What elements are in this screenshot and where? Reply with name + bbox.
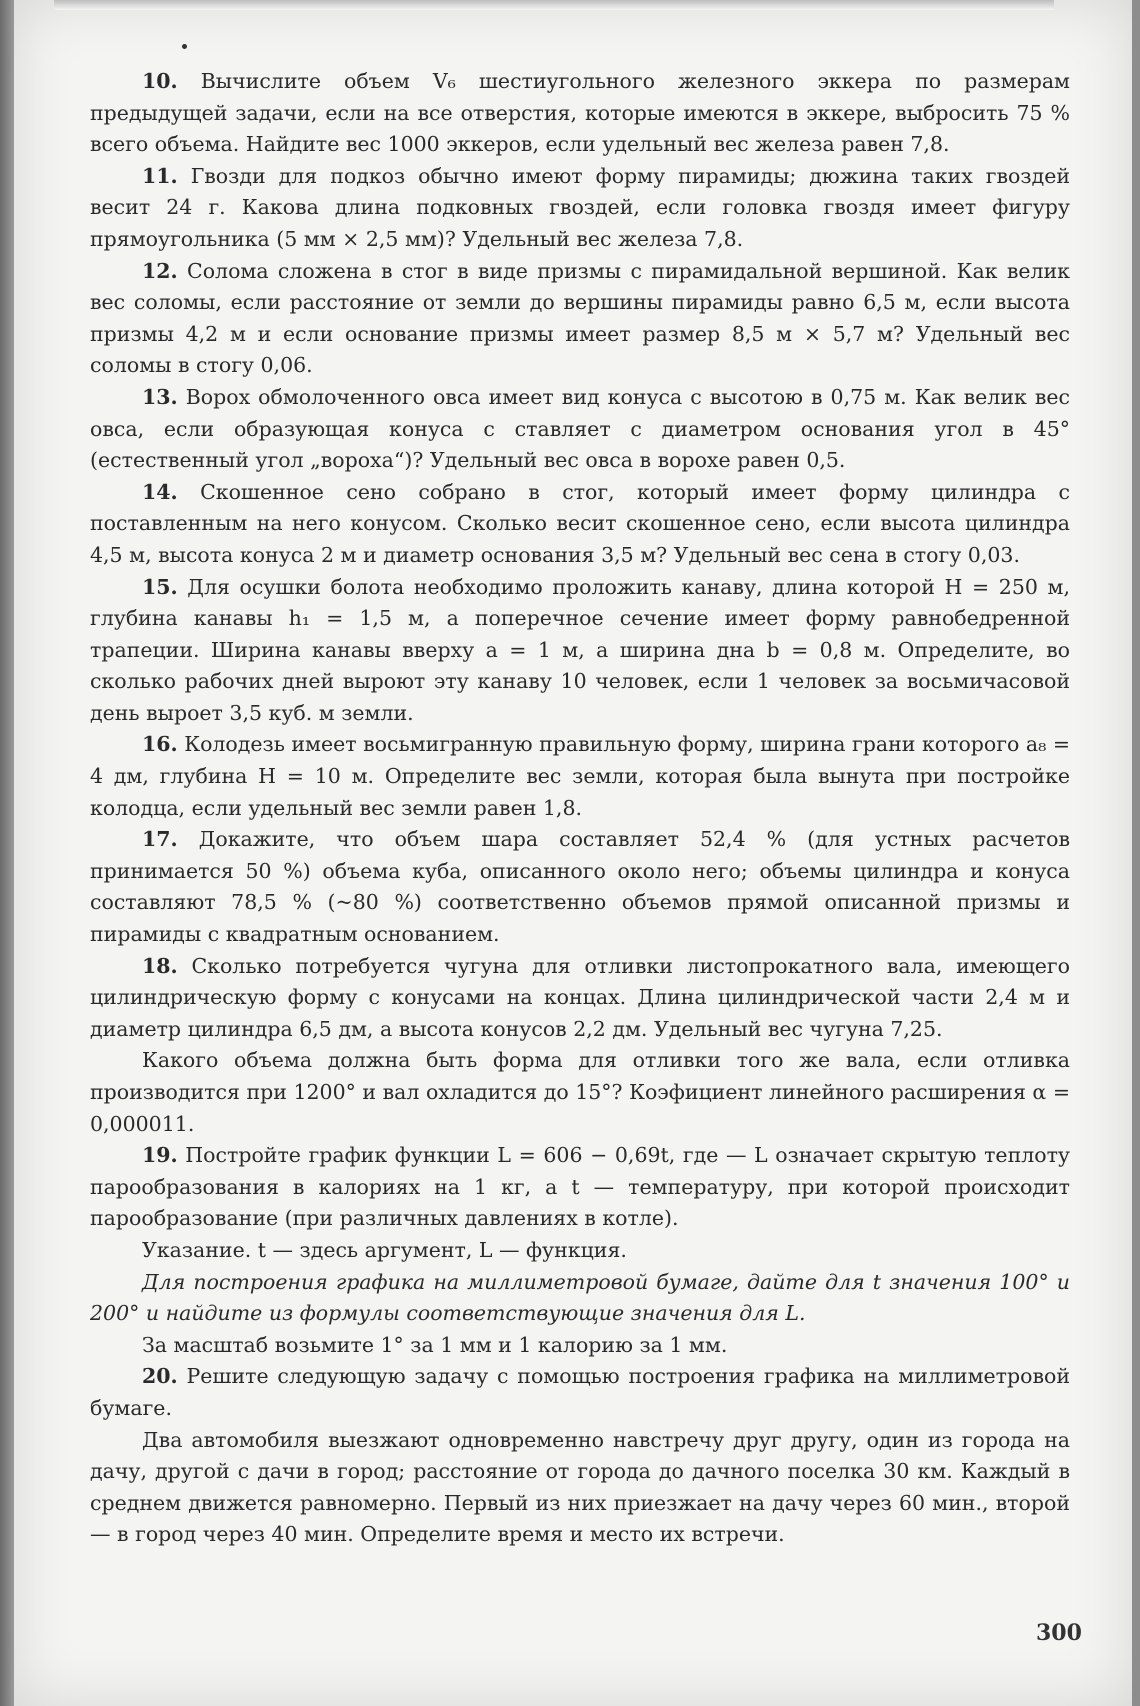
problem-text: Докажите, что объем шара составляет 52,4 % (для устных расчетов принимается 50 %) объема куба, описанного около него; объемы цилиндра и конуса составляют 78,5 % (~80 %) соответственно объемов прямой описанной призмы и пирамиды с квадратным основанием. [90,827,1070,947]
problem-text: Ворох обмолоченного овса имеет вид конуса с высотою в 0,75 м. Как велик вес овса, если образующая конуса с ставляет с диаметром основания угол в 45° (естественный угол „вороха“)? Удельный вес овса в ворохе равен 0,5. [90,384,1070,473]
problem-11 [90,161,1070,256]
problem-text: Сколько потребуется чугуна для отливки листопрокатного вала, имеющего цилиндрическую форму с конусами на концах. Длина цилиндрической части 2,4 м и диаметр цилиндра 6,5 дм, а высота конусов 2,2 дм. Удельный вес чугуна 7,25. [90,953,1070,1041]
problem-number: 18. [142,953,178,978]
problem-number: 12. [142,258,178,283]
problem-text: Скошенное сено собрано в стог, который имеет форму цилиндра с поставленным на него конусом. Сколько весит скошенное сено, если высота цилиндра 4,5 м, высота конуса 2 м и диаметр основания 3,5 м? Удельный вес сена в стогу 0,03. [90,479,1070,567]
problem-number: 19. [142,1143,178,1168]
scan-edge [0,0,14,1706]
problem-19-hint [90,1235,1070,1267]
problem-number: 14. [142,479,178,504]
problem-text: Колодезь имеет восьмигранную правильную форму, ширина грани которого a₈ = 4 дм, глубина H = 10 м. Определите вес земли, которая была вынута при постройке колодца, если удельный вес земли равен 1,8. [90,732,1070,820]
problem-19-instructions [90,1267,1070,1330]
problem-text: Два автомобиля выезжают одновременно навстречу друг другу, один из города на дачу, другой с дачи в город; расстояние от города до дачного поселка 30 км. Каждый в среднем движется равномерно. Первый из них приезжает на дачу через 60 мин., второй — в город через 40 мин. Определите время и место их встречи. [90,1427,1070,1547]
problem-text: Для построения графика на миллиметровой бумаге, дайте для t значения 100° и 200° и найдите из формулы соответствующие значения для L. [90,1269,1070,1326]
problem-18 [90,951,1070,1046]
problem-text: Солома сложена в стог в виде призмы с пирамидальной вершиной. Как велик вес соломы, если расстояние от земли до вершины пирамиды равно 6,5 м, если высота призмы 4,2 м и если основание призмы имеет размер 8,5 м × 5,7 м? Удельный вес соломы в стогу 0,06. [90,258,1070,378]
ink-speck [182,44,187,49]
problem-text: Указание. t — здесь аргумент, L — функция. [142,1237,627,1262]
problem-text: Решите следующую задачу с помощью построения графика на миллиметровой бумаге. [90,1364,1070,1420]
problem-20 [90,1361,1070,1424]
problem-text: Гвозди для подкоз обычно имеют форму пирамиды; дюжина таких гвоздей весит 24 г. Какова длина подковных гвоздей, если головка гвоздя имеет фигуру прямоугольника (5 мм × 2,5 мм)? Удельный вес железа 7,8. [90,163,1070,251]
problem-10 [90,66,1070,161]
problem-14 [90,477,1070,572]
problem-18-continued [90,1045,1070,1140]
page-text [90,66,1070,1551]
problem-13 [90,382,1070,477]
problem-20-task [90,1425,1070,1551]
problem-17 [90,824,1070,950]
problem-19 [90,1140,1070,1235]
problem-number: 10. [142,69,178,93]
problem-text: Для осушки болота необходимо проложить канаву, длина которой H = 250 м, глубина канавы h₁ = 1,5 м, а поперечное сечение имеет форму равнобедренной трапеции. Ширина канавы вверху a = 1 м, а ширина дна b = 0,8 м. Определите, во сколько рабочих дней выроют эту канаву 10 человек, если 1 человек за восьмичасовой день выроет 3,5 куб. м земли. [90,574,1070,725]
problem-text: Постройте график функции L = 606 − 0,69t, где — L означает скрытую теплоту парообразования в калориях на 1 кг, а t — температуру, при которой происходит парообразование (при различных давлениях в котле). [90,1143,1070,1231]
problem-number: 17. [142,827,178,852]
problem-12 [90,256,1070,382]
problem-text: Какого объема должна быть форма для отливки того же вала, если отливка производится при 1200° и вал охладится до 15°? Коэфициент линейного расширения α = 0,000011. [90,1048,1070,1136]
page-number: 300 [1036,1620,1082,1646]
problem-16 [90,729,1070,824]
scan-shadow [54,0,1054,10]
problem-number: 15. [142,574,178,599]
problem-text: За масштаб возьмите 1° за 1 мм и 1 калорию за 1 мм. [142,1332,728,1357]
problem-number: 16. [142,732,178,757]
problem-text: Вычислите объем V₆ шестиугольного железного эккера по размерам предыдущей задачи, если на все отверстия, которые имеются в эккере, выбросить 75 % всего объема. Найдите вес 1000 эккеров, если удельный вес железа равен 7,8. [90,69,1070,157]
problem-15 [90,572,1070,730]
problem-19-scale [90,1330,1070,1362]
problem-number: 13. [142,384,178,409]
problem-number: 11. [142,163,178,188]
problem-number: 20. [142,1364,178,1389]
